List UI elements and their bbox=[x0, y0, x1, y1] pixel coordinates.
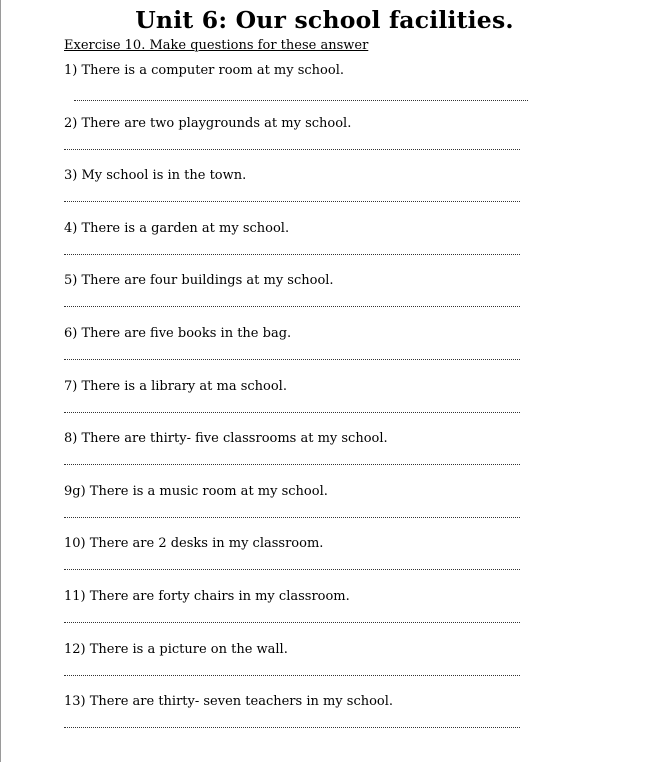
item-answer-statement: 8) There are thirty- five classrooms at my school. bbox=[64, 431, 388, 447]
exercise-item bbox=[0, 694, 649, 747]
answer-blank-line[interactable] bbox=[64, 464, 520, 465]
answer-blank-line[interactable] bbox=[64, 149, 520, 150]
answer-blank-line[interactable] bbox=[64, 622, 520, 623]
item-answer-statement: 11) There are forty chairs in my classroom. bbox=[64, 588, 350, 604]
exercise-item bbox=[0, 168, 649, 221]
item-answer-statement: 3) My school is in the town. bbox=[64, 168, 247, 184]
answer-blank-line[interactable] bbox=[64, 306, 520, 307]
exercise-item bbox=[0, 221, 649, 274]
item-answer-statement: 9g) There is a music room at my school. bbox=[64, 483, 328, 499]
exercise-item bbox=[0, 484, 649, 537]
page-title: Unit 6: Our school facilities. bbox=[135, 6, 514, 34]
exercise-item bbox=[0, 379, 649, 432]
answer-blank-line[interactable] bbox=[64, 727, 520, 728]
answer-blank-line[interactable] bbox=[64, 675, 520, 676]
exercise-item bbox=[0, 273, 649, 326]
exercise-item bbox=[0, 536, 649, 589]
item-answer-statement: 13) There are thirty- seven teachers in my school. bbox=[64, 694, 394, 710]
item-answer-statement: 2) There are two playgrounds at my school. bbox=[64, 115, 352, 131]
item-answer-statement: 12) There is a picture on the wall. bbox=[64, 641, 288, 657]
exercise-item bbox=[0, 589, 649, 642]
answer-blank-line[interactable] bbox=[64, 569, 520, 570]
exercise-list bbox=[0, 63, 649, 747]
answer-blank-line[interactable] bbox=[64, 412, 520, 413]
item-answer-statement: 4) There is a garden at my school. bbox=[64, 220, 290, 236]
item-answer-statement: 7) There is a library at ma school. bbox=[64, 378, 287, 394]
exercise-item bbox=[0, 642, 649, 695]
item-answer-statement: 6) There are five books in the bag. bbox=[64, 325, 292, 341]
item-answer-statement: 1) There is a computer room at my school. bbox=[64, 63, 344, 78]
exercise-item bbox=[0, 326, 649, 379]
exercise-item bbox=[0, 116, 649, 169]
answer-blank-line[interactable] bbox=[64, 517, 520, 518]
answer-blank-line[interactable] bbox=[64, 359, 520, 360]
item-answer-statement: 5) There are four buildings at my school. bbox=[64, 273, 334, 289]
exercise-item bbox=[0, 431, 649, 484]
answer-blank-line[interactable] bbox=[64, 201, 520, 202]
answer-blank-line[interactable] bbox=[74, 100, 528, 101]
exercise-heading: Exercise 10. Make questions for these answer bbox=[64, 38, 369, 53]
item-answer-statement: 10) There are 2 desks in my classroom. bbox=[64, 536, 324, 552]
exercise-item bbox=[0, 63, 649, 116]
answer-blank-line[interactable] bbox=[64, 254, 520, 255]
